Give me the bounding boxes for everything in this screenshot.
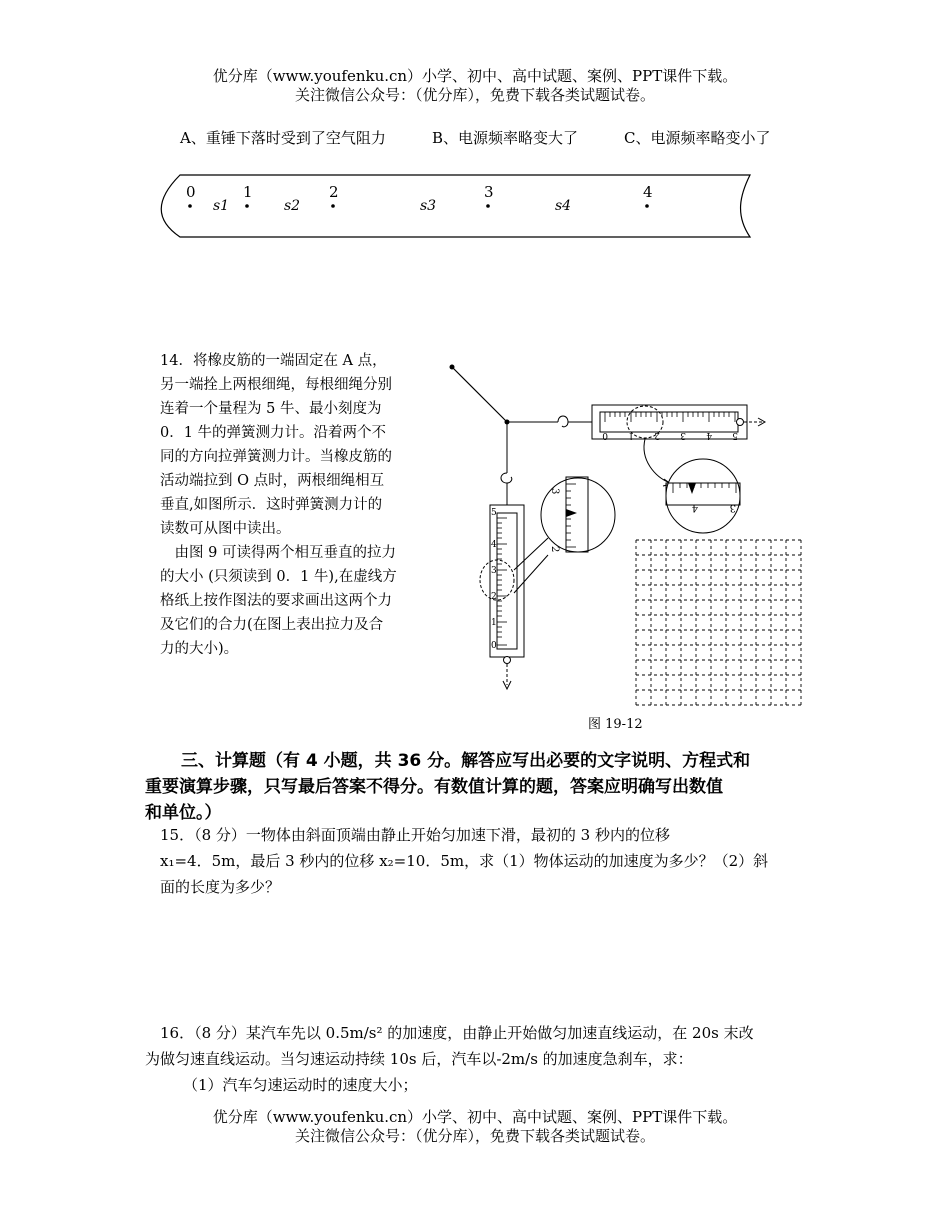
option-a: A、重锤下落时受到了空气阻力 xyxy=(180,129,386,147)
tape-segment-s2: s2 xyxy=(284,198,301,214)
tape-dot xyxy=(486,204,490,208)
h-scale-label: 0 xyxy=(602,430,608,440)
q16 xyxy=(145,1020,825,1098)
q14-line: 0．1 牛的弹簧测力计。沿着两个不 xyxy=(160,425,387,441)
q14-line: 格纸上按作图法的要求画出这两个力 xyxy=(160,593,392,609)
h-scale-label: 1 xyxy=(628,430,634,440)
tape-point-3: 3 xyxy=(484,183,494,201)
horizontal-zoom-lens xyxy=(666,459,740,533)
option-b: B、电源频率略变大了 xyxy=(432,129,579,147)
header-line-1: 优分库（www.youfenku.cn）小学、初中、高中试题、案例、PPT课件下载。 xyxy=(212,67,738,85)
vertical-spring-scale xyxy=(490,505,524,657)
tape-segment-s4: s4 xyxy=(555,198,572,214)
spring-scale-figure xyxy=(440,355,820,740)
v-scale-label: 4 xyxy=(491,540,497,550)
q16-line-1: 16．（8 分）某汽车先以 0.5m/s² 的加速度，由静止开始做匀加速直线运动，在 20s 末改 xyxy=(160,1024,754,1042)
tape-dot xyxy=(188,204,192,208)
option-c: C、电源频率略变小了 xyxy=(624,129,771,147)
zoom-label: 4 xyxy=(691,502,698,513)
page-footer xyxy=(0,1108,950,1146)
q14-line: 由图 9 可读得两个相互垂直的拉力 xyxy=(160,545,396,561)
zoom-label: 3 xyxy=(549,488,560,495)
section-3-title-line: 重要演算步骤，只写最后答案不得分。有数值计算的题，答案应明确写出数值 xyxy=(145,777,723,797)
q15-line-1: 15．（8 分）一物体由斜面顶端由静止开始匀加速下滑，最初的 3 秒内的位移 xyxy=(160,826,670,844)
zoom-label: 2 xyxy=(549,546,560,553)
tape-dot xyxy=(645,204,649,208)
section-3-title-line: 三、计算题（有 4 小题，共 36 分。解答应写出必要的文字说明、方程式和 xyxy=(181,751,751,771)
q14-line: 活动端拉到 O 点时，两根细绳相互 xyxy=(160,473,385,489)
h-scale-label: 4 xyxy=(706,430,712,440)
q16-line-3: （1）汽车匀速运动时的速度大小； xyxy=(183,1076,418,1094)
zoom-label: 3 xyxy=(729,502,736,513)
paper-tape-figure xyxy=(150,170,760,245)
q15-line-2: x₁=4．5m，最后 3 秒内的位移 x₂=10．5m，求（1）物体运动的加速度为多少？（2）斜 xyxy=(160,852,769,870)
q14-line: 及它们的合力(在图上表出拉力及合 xyxy=(160,617,384,633)
footer-line-2: 关注微信公众号：（优分库），免费下载各类试题试卷。 xyxy=(294,1127,655,1145)
q14-line: 读数可从图中读出。 xyxy=(160,521,291,537)
tape-dot xyxy=(331,204,335,208)
v-scale-label: 1 xyxy=(491,618,497,628)
header-line-2: 关注微信公众号：（优分库），免费下载各类试题试卷。 xyxy=(294,86,655,104)
h-scale-label: 2 xyxy=(654,430,660,440)
q15-line-3: 面的长度为多少？ xyxy=(160,878,281,896)
h-scale-label: 3 xyxy=(680,430,686,440)
q14-line: 垂直,如图所示．这时弹簧测力计的 xyxy=(160,497,383,513)
q14-line: 力的大小)。 xyxy=(160,641,239,657)
footer-line-1: 优分库（www.youfenku.cn）小学、初中、高中试题、案例、PPT课件下载。 xyxy=(212,1108,738,1126)
q14-line: 连着一个量程为 5 牛、最小刻度为 xyxy=(160,401,382,417)
section-3-title-line: 和单位。） xyxy=(145,803,222,823)
v-scale-label: 5 xyxy=(491,508,497,518)
q16-line-2: 为做匀速直线运动。当匀速运动持续 10s 后，汽车以-2m/s 的加速度急刹车，求： xyxy=(145,1050,693,1068)
tape-point-0: 0 xyxy=(186,183,196,201)
page-header xyxy=(0,67,950,105)
tape-segment-s1: s1 xyxy=(213,198,230,214)
q15 xyxy=(145,822,825,900)
v-scale-label: 3 xyxy=(491,566,497,576)
tape-dot xyxy=(245,204,249,208)
h-scale-label: 5 xyxy=(732,430,738,440)
q14-text xyxy=(160,349,450,661)
q14-line: 另一端拴上两根细绳，每根细绳分别 xyxy=(160,377,392,393)
figure-caption: 图 19-12 xyxy=(588,717,643,732)
tape-point-2: 2 xyxy=(329,183,339,201)
v-scale-label: 2 xyxy=(491,592,497,602)
horizontal-spring-scale xyxy=(592,405,747,439)
tape-point-1: 1 xyxy=(243,183,253,201)
q14-line: 14．将橡皮筋的一端固定在 A 点， xyxy=(160,353,387,369)
q14-line: 同的方向拉弹簧测力计。当橡皮筋的 xyxy=(160,449,392,465)
section-3-title xyxy=(145,748,825,826)
v-scale-label: 0 xyxy=(491,641,497,651)
tape-point-4: 4 xyxy=(643,183,653,201)
dashed-grid-paper xyxy=(636,540,804,705)
q14-line: 的大小 (只须读到 0．1 牛),在虚线方 xyxy=(160,569,397,585)
tape-segment-s3: s3 xyxy=(420,198,437,214)
